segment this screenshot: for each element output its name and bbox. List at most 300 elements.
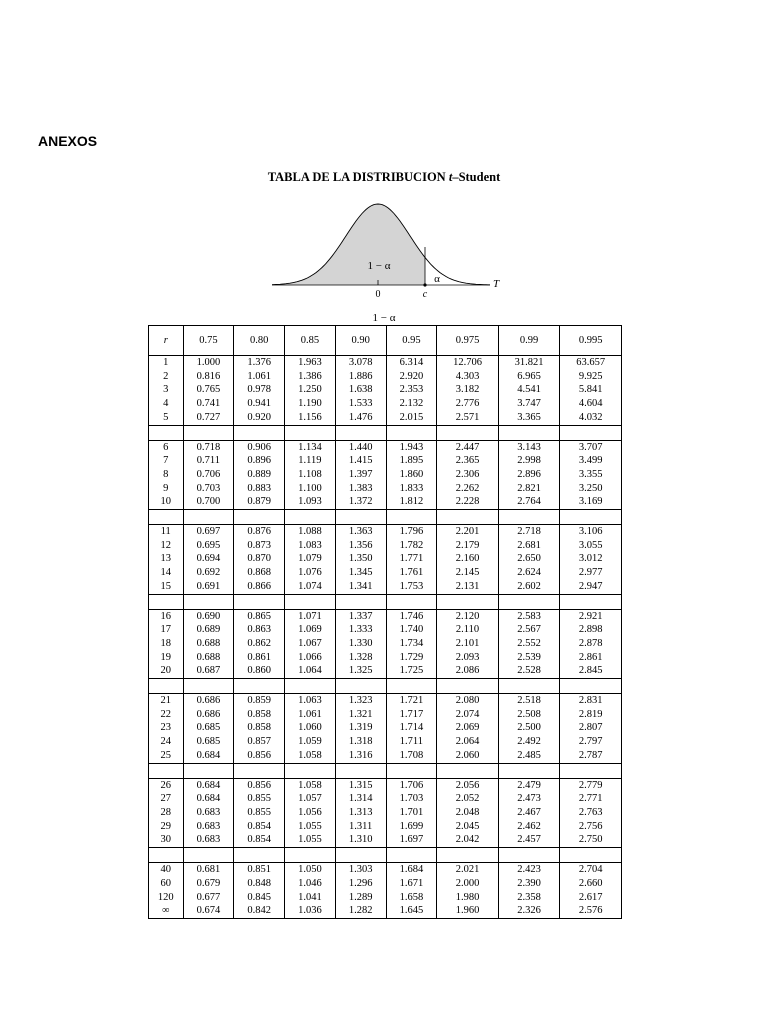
critical-value-cell: 1.860 [386, 468, 437, 482]
critical-value-cell: 1.046 [285, 877, 336, 891]
header-row [149, 326, 622, 356]
separator-cell [285, 679, 336, 694]
critical-value-cell: 2.479 [498, 778, 560, 792]
critical-value-cell: 3.707 [560, 440, 622, 454]
critical-value-cell: 1.328 [335, 651, 386, 665]
critical-value-cell: 0.694 [183, 552, 234, 566]
degrees-of-freedom-cell: 25 [149, 749, 184, 763]
critical-value-cell: 1.100 [285, 482, 336, 496]
critical-value-cell: 0.688 [183, 637, 234, 651]
critical-value-cell: 1.386 [285, 370, 336, 384]
degrees-of-freedom-cell: 15 [149, 580, 184, 594]
critical-value-cell: 0.848 [234, 877, 285, 891]
separator-cell [498, 763, 560, 778]
critical-value-cell: 0.854 [234, 820, 285, 834]
title-italic-t: t [448, 170, 453, 184]
separator-cell [437, 679, 499, 694]
critical-value-cell: 1.337 [335, 609, 386, 623]
title-prefix: TABLA DE LA DISTRIBUCION [267, 170, 449, 184]
table-row [149, 877, 622, 891]
critical-value-cell: 1.060 [285, 721, 336, 735]
table-row [149, 356, 622, 370]
separator-cell [386, 763, 437, 778]
table-row [149, 552, 622, 566]
critical-value-cell: 3.250 [560, 482, 622, 496]
separator-cell [498, 848, 560, 863]
critical-value-cell: 2.160 [437, 552, 499, 566]
separator-cell [285, 594, 336, 609]
table-row [149, 735, 622, 749]
degrees-of-freedom-cell: 2 [149, 370, 184, 384]
critical-value-cell: 2.819 [560, 708, 622, 722]
table-row [149, 820, 622, 834]
column-header: 0.85 [285, 326, 336, 356]
critical-value-cell: 1.333 [335, 623, 386, 637]
critical-value-cell: 0.851 [234, 863, 285, 877]
critical-value-cell: 2.921 [560, 609, 622, 623]
critical-value-cell: 0.920 [234, 411, 285, 425]
critical-value-cell: 1.734 [386, 637, 437, 651]
critical-value-cell: 0.856 [234, 749, 285, 763]
critical-value-cell: 0.855 [234, 792, 285, 806]
critical-value-cell: 0.686 [183, 708, 234, 722]
separator-cell [335, 679, 386, 694]
critical-value-cell: 1.296 [335, 877, 386, 891]
degrees-of-freedom-cell: 9 [149, 482, 184, 496]
critical-value-cell: 2.779 [560, 778, 622, 792]
table-row [149, 749, 622, 763]
critical-value-cell: 1.066 [285, 651, 336, 665]
critical-value-cell: 0.697 [183, 525, 234, 539]
critical-value-cell: 0.896 [234, 454, 285, 468]
critical-value-cell: 1.725 [386, 664, 437, 678]
separator-cell [386, 510, 437, 525]
separator-cell [234, 763, 285, 778]
critical-value-cell: 1.740 [386, 623, 437, 637]
separator-cell [498, 679, 560, 694]
separator-cell [560, 594, 622, 609]
critical-value-cell: 2.390 [498, 877, 560, 891]
degrees-of-freedom-cell: 6 [149, 440, 184, 454]
separator-cell [386, 594, 437, 609]
critical-value-cell: 2.326 [498, 904, 560, 918]
separator-cell [183, 510, 234, 525]
critical-value-cell: 2.093 [437, 651, 499, 665]
critical-value-cell: 0.677 [183, 891, 234, 905]
critical-value-cell: 3.355 [560, 468, 622, 482]
critical-value-cell: 0.870 [234, 552, 285, 566]
critical-value-cell: 0.706 [183, 468, 234, 482]
critical-value-cell: 1.061 [234, 370, 285, 384]
degrees-of-freedom-cell: 28 [149, 806, 184, 820]
separator-cell [234, 425, 285, 440]
degrees-of-freedom-cell: 5 [149, 411, 184, 425]
table-body [149, 356, 622, 919]
table-row [149, 566, 622, 580]
table-row [149, 468, 622, 482]
page-heading: ANEXOS [38, 133, 98, 149]
degrees-of-freedom-cell: 17 [149, 623, 184, 637]
critical-value-cell: 0.855 [234, 806, 285, 820]
critical-value-cell: 2.896 [498, 468, 560, 482]
critical-value-cell: 2.048 [437, 806, 499, 820]
critical-value-cell: 1.311 [335, 820, 386, 834]
critical-value-cell: 0.856 [234, 778, 285, 792]
critical-value-cell: 2.365 [437, 454, 499, 468]
critical-value-cell: 1.761 [386, 566, 437, 580]
critical-value-cell: 2.807 [560, 721, 622, 735]
table-row [149, 411, 622, 425]
critical-value-cell: 1.079 [285, 552, 336, 566]
critical-value-cell: 1.059 [285, 735, 336, 749]
separator-cell [335, 763, 386, 778]
separator-cell [498, 594, 560, 609]
critical-value-cell: 0.879 [234, 495, 285, 509]
critical-value-cell: 0.863 [234, 623, 285, 637]
critical-value-cell: 1.055 [285, 820, 336, 834]
separator-cell [149, 425, 184, 440]
critical-value-cell: 1.316 [335, 749, 386, 763]
critical-value-cell: 2.473 [498, 792, 560, 806]
column-header: 0.80 [234, 326, 285, 356]
critical-value-cell: 0.858 [234, 708, 285, 722]
separator-cell [234, 848, 285, 863]
separator-cell [386, 848, 437, 863]
table-row [149, 792, 622, 806]
critical-value-cell: 0.684 [183, 792, 234, 806]
separator-cell [183, 848, 234, 863]
critical-value-cell: 1.041 [285, 891, 336, 905]
critical-value-cell: 1.711 [386, 735, 437, 749]
critical-value-cell: 2.998 [498, 454, 560, 468]
degrees-of-freedom-cell: ∞ [149, 904, 184, 918]
critical-value-cell: 5.841 [560, 383, 622, 397]
critical-value-cell: 1.156 [285, 411, 336, 425]
critical-value-cell: 63.657 [560, 356, 622, 370]
table-row [149, 891, 622, 905]
critical-value-cell: 1.895 [386, 454, 437, 468]
critical-value-cell: 0.860 [234, 664, 285, 678]
critical-value-cell: 0.868 [234, 566, 285, 580]
critical-value-cell: 0.684 [183, 749, 234, 763]
critical-value-cell: 4.604 [560, 397, 622, 411]
critical-value-cell: 0.685 [183, 735, 234, 749]
separator-cell [335, 594, 386, 609]
critical-value-cell: 2.052 [437, 792, 499, 806]
critical-value-cell: 4.541 [498, 383, 560, 397]
critical-value-cell: 0.711 [183, 454, 234, 468]
column-header: 0.975 [437, 326, 499, 356]
critical-value-cell: 1.314 [335, 792, 386, 806]
critical-value-cell: 0.689 [183, 623, 234, 637]
separator-cell [498, 510, 560, 525]
critical-value-cell: 1.645 [386, 904, 437, 918]
critical-value-cell: 1.319 [335, 721, 386, 735]
degrees-of-freedom-cell: 4 [149, 397, 184, 411]
critical-value-cell: 1.058 [285, 778, 336, 792]
critical-value-cell: 2.539 [498, 651, 560, 665]
separator-cell [335, 510, 386, 525]
critical-value-cell: 0.889 [234, 468, 285, 482]
critical-value-cell: 2.821 [498, 482, 560, 496]
critical-value-cell: 2.021 [437, 863, 499, 877]
separator-cell [335, 425, 386, 440]
critical-value-cell: 2.861 [560, 651, 622, 665]
degrees-of-freedom-cell: 8 [149, 468, 184, 482]
separator-cell [386, 679, 437, 694]
separator-cell [285, 510, 336, 525]
degrees-of-freedom-cell: 20 [149, 664, 184, 678]
degrees-of-freedom-cell: 120 [149, 891, 184, 905]
critical-value-cell: 1.796 [386, 525, 437, 539]
critical-value-cell: 2.583 [498, 609, 560, 623]
critical-value-cell: 1.063 [285, 694, 336, 708]
critical-value-cell: 1.061 [285, 708, 336, 722]
degrees-of-freedom-cell: 3 [149, 383, 184, 397]
critical-value-cell: 1.963 [285, 356, 336, 370]
critical-value-cell: 1.383 [335, 482, 386, 496]
critical-value-cell: 2.660 [560, 877, 622, 891]
critical-value-cell: 1.684 [386, 863, 437, 877]
c-label: c [422, 289, 428, 300]
critical-value-cell: 2.528 [498, 664, 560, 678]
separator-cell [560, 763, 622, 778]
critical-value-cell: 1.671 [386, 877, 437, 891]
critical-value-cell: 1.708 [386, 749, 437, 763]
degrees-of-freedom-cell: 22 [149, 708, 184, 722]
critical-value-cell: 3.499 [560, 454, 622, 468]
critical-value-cell: 2.704 [560, 863, 622, 877]
table-row [149, 833, 622, 847]
table-row [149, 904, 622, 918]
critical-value-cell: 0.862 [234, 637, 285, 651]
critical-value-cell: 0.873 [234, 539, 285, 553]
critical-value-cell: 2.845 [560, 664, 622, 678]
critical-value-cell: 1.055 [285, 833, 336, 847]
critical-value-cell: 1.476 [335, 411, 386, 425]
critical-value-cell: 1.330 [335, 637, 386, 651]
column-header: 0.95 [386, 326, 437, 356]
critical-value-cell: 1.706 [386, 778, 437, 792]
table-row [149, 651, 622, 665]
critical-value-cell: 0.692 [183, 566, 234, 580]
critical-value-cell: 2.947 [560, 580, 622, 594]
title-suffix: –Student [452, 170, 501, 184]
separator-cell [149, 594, 184, 609]
critical-value-cell: 1.303 [335, 863, 386, 877]
table-row [149, 694, 622, 708]
degrees-of-freedom-cell: 7 [149, 454, 184, 468]
critical-value-cell: 1.638 [335, 383, 386, 397]
critical-value-cell: 1.729 [386, 651, 437, 665]
table-row [149, 863, 622, 877]
t-distribution-curve [262, 198, 502, 302]
separator-cell [560, 510, 622, 525]
separator-cell [183, 679, 234, 694]
critical-value-cell: 1.771 [386, 552, 437, 566]
critical-value-cell: 2.518 [498, 694, 560, 708]
degrees-of-freedom-cell: 19 [149, 651, 184, 665]
critical-value-cell: 2.797 [560, 735, 622, 749]
critical-value-cell: 12.706 [437, 356, 499, 370]
critical-value-cell: 31.821 [498, 356, 560, 370]
critical-value-cell: 2.776 [437, 397, 499, 411]
degrees-of-freedom-cell: 30 [149, 833, 184, 847]
critical-value-cell: 0.859 [234, 694, 285, 708]
critical-value-cell: 1.056 [285, 806, 336, 820]
critical-value-cell: 1.050 [285, 863, 336, 877]
critical-value-cell: 6.314 [386, 356, 437, 370]
critical-value-cell: 0.845 [234, 891, 285, 905]
table-row [149, 623, 622, 637]
critical-value-cell: 1.321 [335, 708, 386, 722]
critical-value-cell: 1.658 [386, 891, 437, 905]
critical-value-cell: 0.686 [183, 694, 234, 708]
critical-value-cell: 2.145 [437, 566, 499, 580]
critical-value-cell: 1.323 [335, 694, 386, 708]
degrees-of-freedom-cell: 1 [149, 356, 184, 370]
critical-value-cell: 0.688 [183, 651, 234, 665]
degrees-of-freedom-cell: 18 [149, 637, 184, 651]
critical-value-cell: 2.060 [437, 749, 499, 763]
critical-value-cell: 0.858 [234, 721, 285, 735]
degrees-of-freedom-cell: 60 [149, 877, 184, 891]
degrees-of-freedom-cell: 11 [149, 525, 184, 539]
critical-value-cell: 2.262 [437, 482, 499, 496]
critical-value-cell: 2.650 [498, 552, 560, 566]
separator-cell [149, 763, 184, 778]
critical-value-cell: 0.865 [234, 609, 285, 623]
table-row [149, 482, 622, 496]
separator-cell [498, 425, 560, 440]
separator-cell [560, 848, 622, 863]
critical-value-cell: 2.508 [498, 708, 560, 722]
critical-value-cell: 1.064 [285, 664, 336, 678]
critical-value-cell: 1.341 [335, 580, 386, 594]
zero-label: 0 [375, 289, 381, 300]
critical-value-cell: 1.440 [335, 440, 386, 454]
critical-value-cell: 1.058 [285, 749, 336, 763]
group-separator [149, 510, 622, 525]
critical-value-cell: 1.703 [386, 792, 437, 806]
critical-value-cell: 0.679 [183, 877, 234, 891]
table-row [149, 397, 622, 411]
critical-value-cell: 2.467 [498, 806, 560, 820]
separator-cell [560, 679, 622, 694]
separator-cell [149, 679, 184, 694]
critical-value-cell: 1.318 [335, 735, 386, 749]
critical-value-cell: 3.169 [560, 495, 622, 509]
critical-value-cell: 1.093 [285, 495, 336, 509]
critical-value-cell: 1.134 [285, 440, 336, 454]
critical-value-cell: 1.345 [335, 566, 386, 580]
critical-value-cell: 1.325 [335, 664, 386, 678]
critical-value-cell: 2.064 [437, 735, 499, 749]
critical-value-cell: 1.753 [386, 580, 437, 594]
critical-value-cell: 0.700 [183, 495, 234, 509]
critical-value-cell: 2.110 [437, 623, 499, 637]
critical-value-cell: 1.533 [335, 397, 386, 411]
alpha-label: α [434, 273, 440, 285]
t-student-table [148, 325, 622, 919]
critical-value-cell: 2.787 [560, 749, 622, 763]
critical-value-cell: 2.756 [560, 820, 622, 834]
critical-value-cell: 1.250 [285, 383, 336, 397]
critical-value-cell: 2.086 [437, 664, 499, 678]
degrees-of-freedom-cell: 21 [149, 694, 184, 708]
critical-value-cell: 0.978 [234, 383, 285, 397]
critical-value-cell: 3.055 [560, 539, 622, 553]
critical-value-cell: 2.228 [437, 495, 499, 509]
critical-value-cell: 1.289 [335, 891, 386, 905]
column-header: 0.90 [335, 326, 386, 356]
separator-cell [437, 425, 499, 440]
degrees-of-freedom-cell: 16 [149, 609, 184, 623]
critical-value-cell: 1.886 [335, 370, 386, 384]
group-separator [149, 848, 622, 863]
critical-value-cell: 1.088 [285, 525, 336, 539]
table-row [149, 454, 622, 468]
critical-value-cell: 0.683 [183, 833, 234, 847]
critical-value-cell: 3.143 [498, 440, 560, 454]
critical-value-cell: 2.353 [386, 383, 437, 397]
degrees-of-freedom-cell: 27 [149, 792, 184, 806]
column-group-label: 1 − α [372, 312, 396, 324]
critical-value-cell: 1.069 [285, 623, 336, 637]
critical-value-cell: 2.681 [498, 539, 560, 553]
critical-value-cell: 4.032 [560, 411, 622, 425]
critical-value-cell: 1.812 [386, 495, 437, 509]
table-row [149, 708, 622, 722]
critical-value-cell: 2.000 [437, 877, 499, 891]
c-point [423, 283, 426, 286]
group-separator [149, 763, 622, 778]
critical-value-cell: 1.356 [335, 539, 386, 553]
group-separator [149, 594, 622, 609]
critical-value-cell: 0.854 [234, 833, 285, 847]
critical-value-cell: 2.624 [498, 566, 560, 580]
critical-value-cell: 0.681 [183, 863, 234, 877]
critical-value-cell: 1.057 [285, 792, 336, 806]
critical-value-cell: 0.674 [183, 904, 234, 918]
separator-cell [335, 848, 386, 863]
critical-value-cell: 1.721 [386, 694, 437, 708]
critical-value-cell: 2.131 [437, 580, 499, 594]
critical-value-cell: 2.132 [386, 397, 437, 411]
critical-value-cell: 0.941 [234, 397, 285, 411]
critical-value-cell: 0.683 [183, 820, 234, 834]
separator-cell [437, 594, 499, 609]
critical-value-cell: 0.690 [183, 609, 234, 623]
table-row [149, 525, 622, 539]
table-row [149, 383, 622, 397]
critical-value-cell: 0.906 [234, 440, 285, 454]
critical-value-cell: 1.943 [386, 440, 437, 454]
critical-value-cell: 0.703 [183, 482, 234, 496]
degrees-of-freedom-cell: 12 [149, 539, 184, 553]
critical-value-cell: 0.718 [183, 440, 234, 454]
table-row [149, 778, 622, 792]
critical-value-cell: 2.485 [498, 749, 560, 763]
separator-cell [183, 763, 234, 778]
degrees-of-freedom-cell: 24 [149, 735, 184, 749]
critical-value-cell: 2.423 [498, 863, 560, 877]
critical-value-cell: 2.718 [498, 525, 560, 539]
table-row [149, 664, 622, 678]
critical-value-cell: 2.500 [498, 721, 560, 735]
critical-value-cell: 1.076 [285, 566, 336, 580]
table-row [149, 609, 622, 623]
